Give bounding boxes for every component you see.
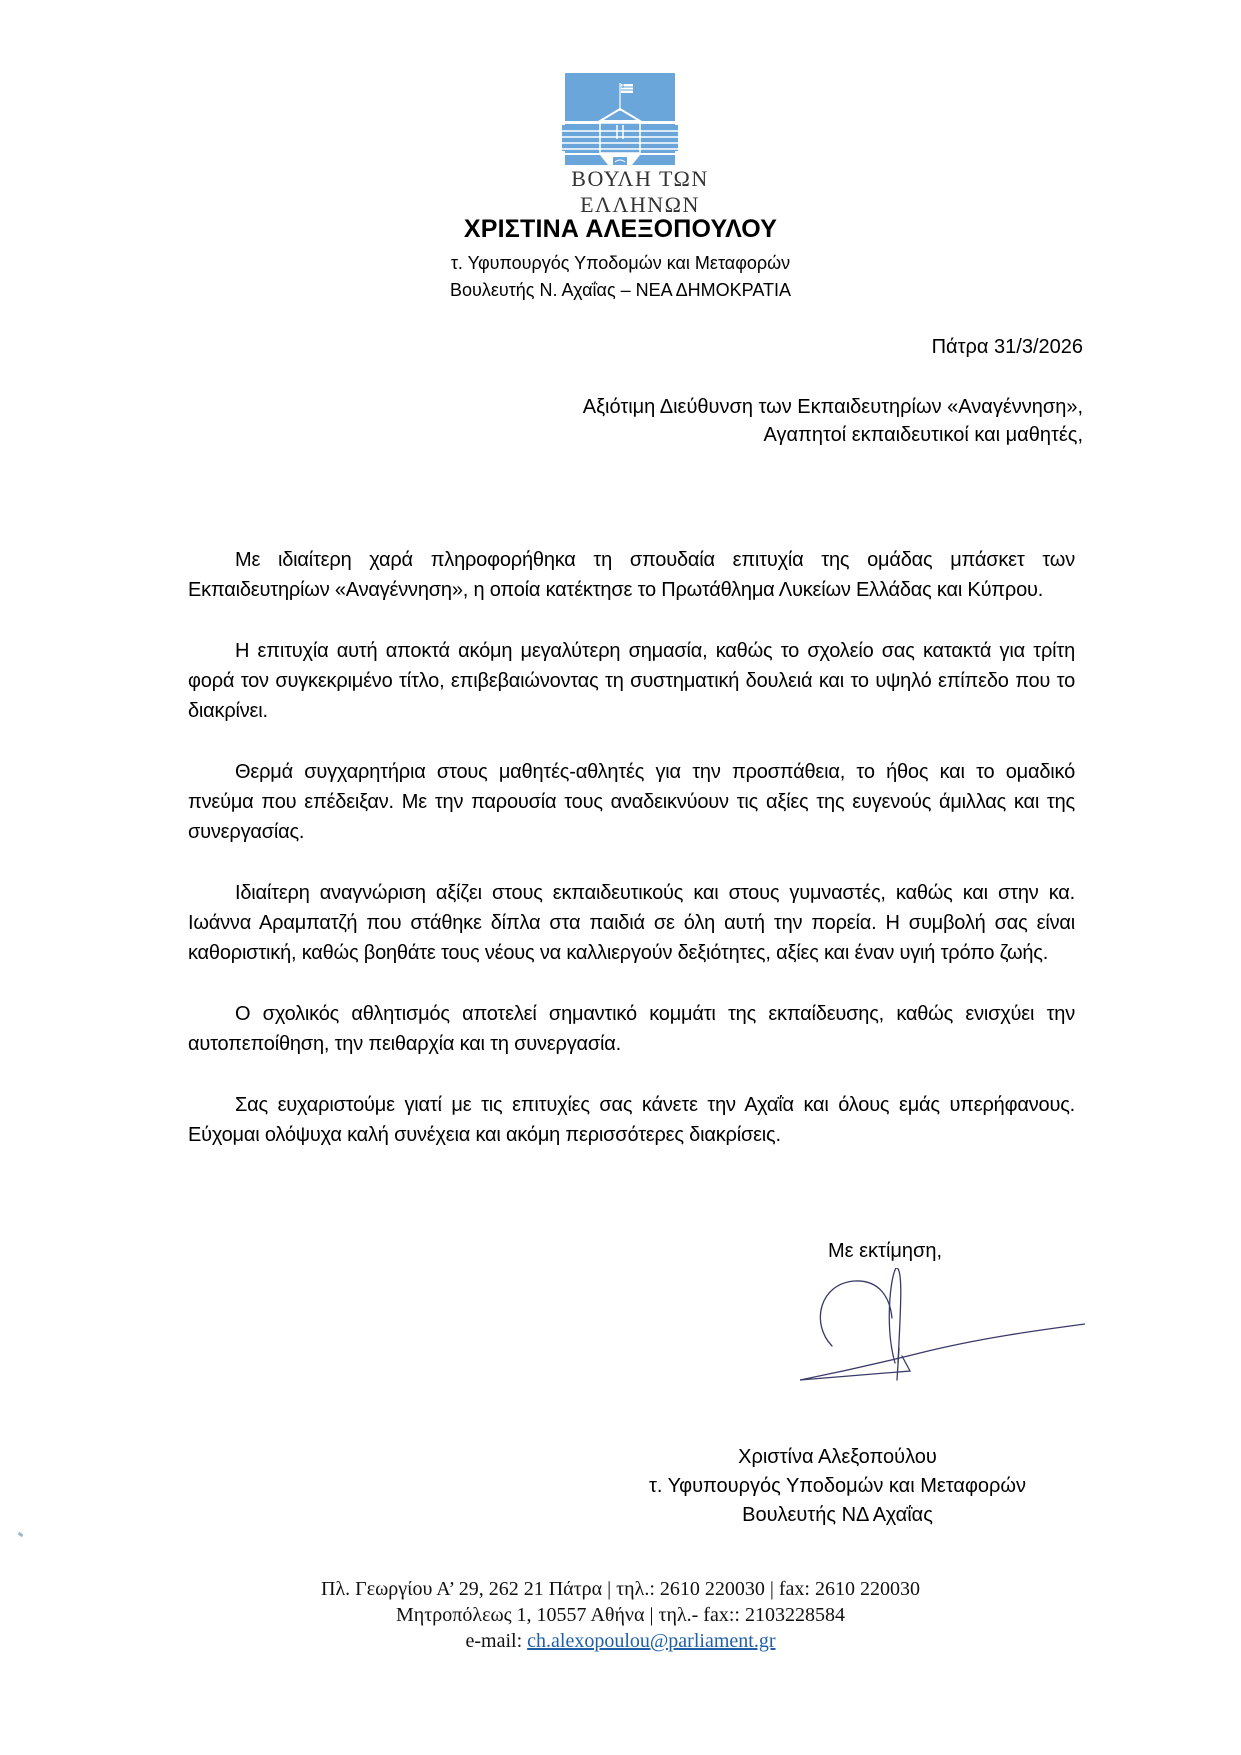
body-paragraph: Η επιτυχία αυτή αποκτά ακόμη μεγαλύτερη σημασία, καθώς το σχολείο σας κατακτά για τρίτη φορά τον συγκεκριμένο τίτλο, επιβεβαιώνοντας τη συστηματική δουλειά και το υψηλό επίπεδο που το διακρίνει. <box>188 640 1075 722</box>
body-paragraph: Ιδιαίτερη αναγνώριση αξίζει στους εκπαιδευτικούς και στους γυμναστές, καθώς και στην κα. Ιωάννα Αραμπατζή που στάθηκε δίπλα στα παιδιά σε όλη αυτή την πορεία. Η συμβολή σας είναι καθοριστική, καθώς βοηθάτε τους νέους να καλλιεργούν δεξιότητες, αξίες και έναν υγιή τρόπο ζωής. <box>188 882 1075 964</box>
footer-email-line <box>0 1630 1241 1653</box>
letter-date: Πάτρα 31/3/2026 <box>931 336 1083 358</box>
handwritten-signature-icon <box>800 1268 1085 1383</box>
email-link[interactable]: ch.alexopoulou@parliament.gr <box>527 1630 776 1652</box>
body-paragraph: Ο σχολικός αθλητισμός αποτελεί σημαντικό κομμάτι της εκπαίδευσης, καθώς ενισχύει την αυτοπεποίθηση, την πειθαρχία και τη συνεργασία. <box>188 1003 1075 1055</box>
footer-patras-address: Πλ. Γεωργίου Α’ 29, 262 21 Πάτρα | τηλ.: 2610 220030 | fax: 2610 220030 <box>321 1578 920 1600</box>
sender-title: τ. Υφυπουργός Υποδομών και Μεταφορών <box>450 253 791 273</box>
body-paragraph: Σας ευχαριστούμε γιατί με τις επιτυχίες σας κάνετε την Αχαΐα και όλους εμάς υπερήφανους. Εύχομαι ολόψυχα καλή συνέχεια και ακόμη περισσότερες διακρίσεις. <box>188 1094 1075 1146</box>
letter-body <box>188 545 1075 1181</box>
signatory-constituency: Βουλευτής ΝΔ Αχαΐας <box>742 1504 933 1526</box>
body-paragraph: Θερμά συγχαρητήρια στους μαθητές-αθλητές για την προσπάθεια, το ήθος και το ομαδικό πνεύμα που επέδειξαν. Με την παρουσία τους αναδεικνύουν τις αξίες της ευγενούς άμιλλας και της συνεργασίας. <box>188 761 1075 843</box>
salutation-line: Αγαπητοί εκπαιδευτικοί και μαθητές, <box>763 424 1083 446</box>
email-label: e-mail: <box>465 1630 528 1652</box>
sender-name-heading: ΧΡΙΣΤΙΝΑ ΑΛΕΞΟΠΟΥΛΟΥ <box>463 215 778 243</box>
hellenic-parliament-logo-icon <box>560 73 680 171</box>
logo-caption: ΒΟΥΛΗ ΤΩΝ ΕΛΛΗΝΩΝ <box>571 166 709 217</box>
sender-constituency: Βουλευτής Ν. Αχαΐας – ΝΕΑ ΔΗΜΟΚΡΑΤΙΑ <box>449 280 792 300</box>
closing-phrase: Με εκτίμηση, <box>828 1240 943 1262</box>
signatory-name: Χριστίνα Αλεξοπούλου <box>738 1446 937 1468</box>
stray-mark <box>18 1532 24 1537</box>
salutation-line: Αξιότιμη Διεύθυνση των Εκπαιδευτηρίων «Αναγέννηση», <box>582 396 1083 418</box>
footer-athens-address: Μητροπόλεως 1, 10557 Αθήνα | τηλ.- fax:: 2103228584 <box>396 1604 845 1626</box>
signatory-title: τ. Υφυπουργός Υποδομών και Μεταφορών <box>648 1475 1027 1497</box>
body-paragraph: Με ιδιαίτερη χαρά πληροφορήθηκα τη σπουδαία επιτυχία της ομάδας μπάσκετ των Εκπαιδευτηρίων «Αναγέννηση», η οποία κατέκτησε το Πρωτάθλημα Λυκείων Ελλάδας και Κύπρου. <box>188 549 1075 601</box>
